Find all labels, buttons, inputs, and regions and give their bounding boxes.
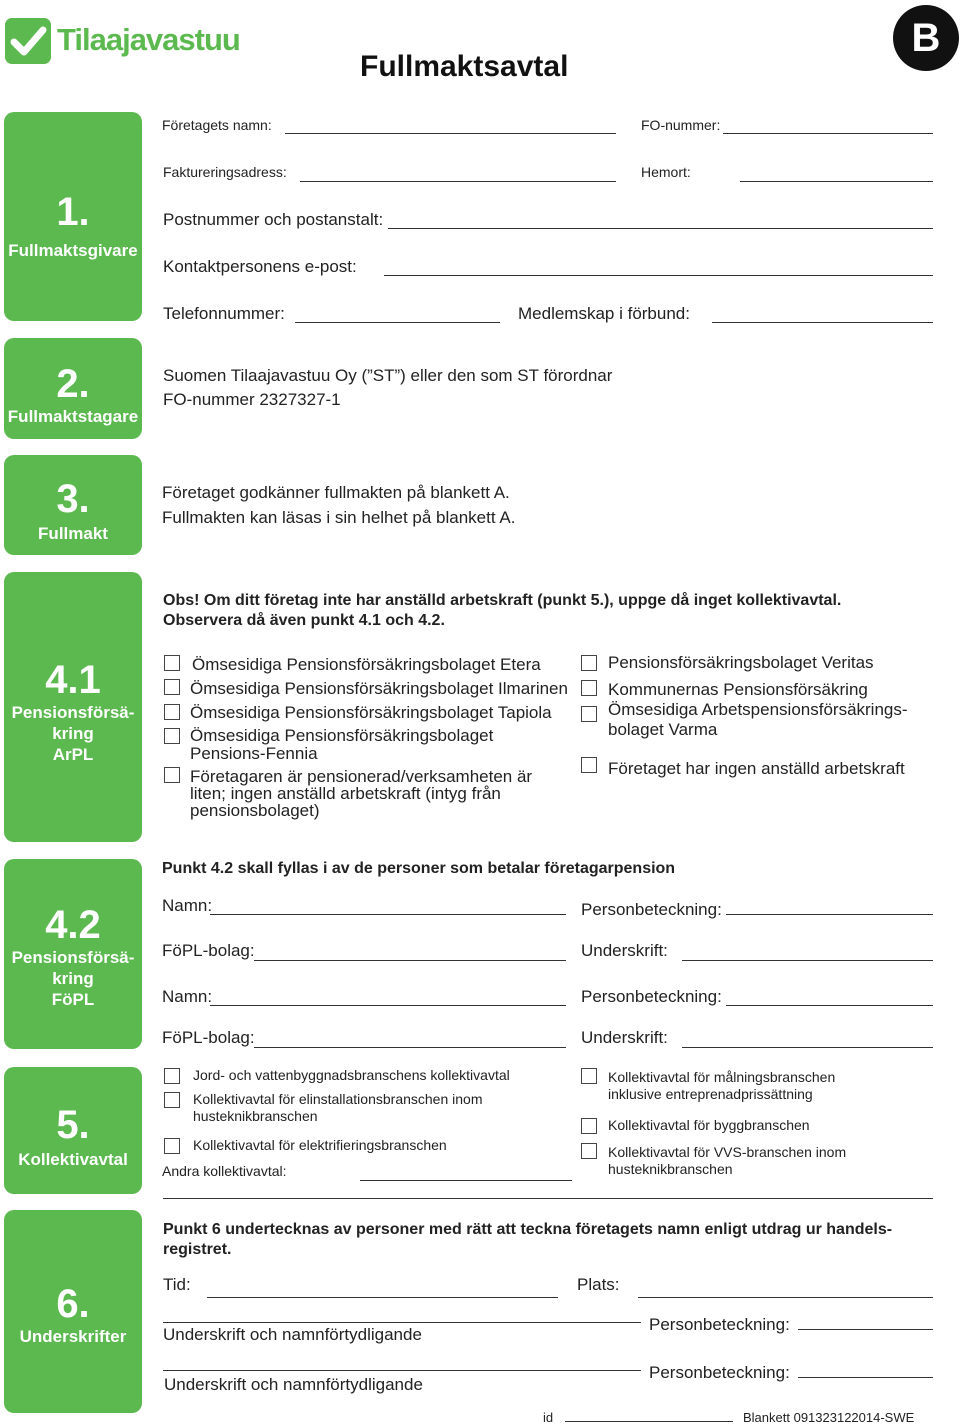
billing-address-field[interactable] — [300, 181, 616, 182]
membership-label: Medlemskap i förbund: — [518, 304, 690, 323]
form-badge — [893, 5, 959, 71]
section-6-label — [4, 1210, 142, 1413]
time-field[interactable] — [207, 1297, 558, 1298]
section-title-line: kring — [52, 724, 94, 743]
ssn-label-1: Personbeteckning: — [581, 900, 722, 919]
option-electrical-installation-line-1: Kollektivavtal för elinstallationsbranschen inom — [193, 1091, 483, 1107]
authority-line-1: Företaget godkänner fullmakten på blankett A. — [162, 483, 510, 502]
agent-line-2: FO-nummer 2327327-1 — [163, 390, 341, 409]
checkbox-no-employees[interactable] — [581, 757, 597, 773]
option-tapiola: Ömsesidiga Pensionsförsäkringsbolaget Tapiola — [190, 703, 552, 722]
section-4-1-label — [4, 572, 142, 842]
home-label: Hemort: — [641, 164, 691, 180]
other-agreements-field[interactable] — [360, 1180, 572, 1181]
section-6-heading-line-2: registret. — [163, 1241, 232, 1258]
section-title: Kollektivavtal — [18, 1150, 128, 1169]
place-label: Plats: — [577, 1275, 620, 1294]
fopl-company-field-1[interactable] — [254, 960, 566, 961]
ssn-field-1[interactable] — [726, 914, 933, 915]
checkbox-tapiola[interactable] — [164, 704, 180, 720]
form-number: Blankett 091323122014-SWE — [743, 1410, 915, 1425]
fo-number-field[interactable] — [723, 133, 933, 134]
id-label: id — [543, 1410, 554, 1425]
section-number: 3. — [56, 477, 90, 521]
fo-number-label: FO-nummer: — [641, 117, 721, 133]
option-retired-line-3: pensionsbolaget) — [190, 801, 320, 820]
checkbox-electrification[interactable] — [164, 1138, 180, 1154]
option-painting-line-2: inklusive entreprenadprissättning — [608, 1086, 813, 1102]
form-badge-letter: B — [911, 16, 941, 60]
section-number: 6. — [56, 1282, 90, 1326]
fopl-company-label-1: FöPL-bolag: — [162, 941, 255, 960]
section-title: Fullmaktstagare — [7, 407, 139, 426]
postal-field[interactable] — [388, 228, 933, 229]
email-label: Kontaktpersonens e-post: — [163, 257, 357, 276]
postal-label: Postnummer och postanstalt: — [163, 210, 384, 229]
checkbox-varma[interactable] — [581, 706, 597, 722]
option-retired-line-2: liten; ingen anställd arbetskraft (intyg från — [190, 784, 501, 803]
ssn-field-b[interactable] — [798, 1377, 933, 1378]
option-varma-line-1: Ömsesidiga Arbetspensionsförsäkrings- — [608, 700, 908, 719]
option-hvac-line-1: Kollektivavtal för VVS-branschen inom — [608, 1144, 847, 1160]
signature-label-1: Underskrift: — [581, 941, 668, 960]
place-field[interactable] — [638, 1297, 933, 1298]
signature-field-a[interactable] — [163, 1322, 641, 1323]
authority-line-2: Fullmakten kan läsas i sin helhet på blankett A. — [162, 508, 516, 527]
checkbox-fennia[interactable] — [164, 728, 180, 744]
section-title: Underskrifter — [19, 1327, 127, 1346]
signature-label-2: Underskrift: — [581, 1028, 668, 1047]
section-title-line: kring — [52, 969, 94, 988]
notice-line-1: Obs! Om ditt företag inte har anställd arbetskraft (punkt 5.), uppge då inget kollektivavtal. — [163, 592, 842, 609]
section-number: 1. — [56, 190, 90, 234]
section-5-label — [4, 1067, 142, 1194]
time-label: Tid: — [163, 1275, 191, 1294]
name-field-2[interactable] — [210, 1005, 566, 1006]
option-kommunernas: Kommunernas Pensionsförsäkring — [608, 680, 868, 699]
checkbox-civil-engineering[interactable] — [164, 1068, 180, 1084]
checkmark-logo-icon — [5, 18, 51, 64]
id-field[interactable] — [565, 1421, 733, 1422]
ssn-label-b: Personbeteckning: — [649, 1363, 790, 1382]
section-title: Fullmakt — [38, 524, 108, 543]
checkbox-hvac[interactable] — [581, 1143, 597, 1159]
section-number: 2. — [56, 362, 90, 406]
name-label-1: Namn: — [162, 896, 213, 915]
section-4-2-label — [4, 859, 142, 1049]
billing-address-label: Faktureringsadress: — [163, 164, 287, 180]
home-field[interactable] — [740, 181, 933, 182]
section-6-heading-line-1: Punkt 6 undertecknas av personer med rätt att teckna företagets namn enligt utdrag ur handels- — [163, 1221, 893, 1238]
signature-field-1[interactable] — [682, 960, 933, 961]
other-agreements-label: Andra kollektivavtal: — [162, 1163, 287, 1179]
section-number: 4.2 — [45, 903, 101, 947]
section-title-line: ArPL — [52, 745, 94, 764]
page-title: Fullmaktsavtal — [360, 50, 569, 83]
section-title: Fullmaktsgivare — [8, 241, 138, 260]
ssn-field-a[interactable] — [798, 1329, 933, 1330]
logo-text: Tilaajavastuu — [57, 22, 240, 57]
checkbox-etera[interactable] — [164, 655, 180, 671]
section-title-line: Pensionsförsä- — [11, 948, 135, 967]
option-no-employees: Företaget har ingen anställd arbetskraft — [608, 759, 905, 778]
signature-label-a: Underskrift och namnförtydligande — [163, 1325, 422, 1344]
fopl-company-field-2[interactable] — [254, 1047, 566, 1048]
checkbox-kommunernas[interactable] — [581, 680, 597, 696]
section-1-label — [4, 112, 142, 321]
option-veritas: Pensionsförsäkringsbolaget Veritas — [608, 653, 874, 672]
signature-label-b: Underskrift och namnförtydligande — [164, 1375, 423, 1394]
option-painting-line-1: Kollektivavtal för målningsbranschen — [608, 1069, 836, 1085]
option-hvac-line-2: husteknikbranschen — [608, 1161, 733, 1177]
name-label-2: Namn: — [162, 987, 213, 1006]
checkbox-ilmarinen[interactable] — [164, 679, 180, 695]
email-field[interactable] — [384, 275, 933, 276]
section-3-label — [4, 455, 142, 555]
checkbox-electrical-installation[interactable] — [164, 1092, 180, 1108]
option-ilmarinen: Ömsesidiga Pensionsförsäkringsbolaget Ilmarinen — [190, 679, 568, 698]
other-agreements-line-2[interactable] — [163, 1198, 933, 1199]
name-field-1[interactable] — [210, 914, 566, 915]
option-civil-engineering: Jord- och vattenbyggnadsbranschens kollektivavtal — [193, 1067, 510, 1083]
section-2-label — [4, 338, 142, 439]
checkbox-painting[interactable] — [581, 1068, 597, 1084]
fopl-company-label-2: FöPL-bolag: — [162, 1028, 255, 1047]
notice-line-2: Observera då även punkt 4.1 och 4.2. — [163, 612, 445, 629]
option-electrical-installation-line-2: husteknikbranschen — [193, 1108, 318, 1124]
option-varma-line-2: bolaget Varma — [608, 720, 718, 739]
option-fennia-line-1: Ömsesidiga Pensionsförsäkringsbolaget — [190, 726, 494, 745]
option-electrification: Kollektivavtal för elektrifieringsbranschen — [193, 1137, 447, 1153]
ssn-label-a: Personbeteckning: — [649, 1315, 790, 1334]
company-name-field[interactable] — [285, 133, 616, 134]
membership-field[interactable] — [712, 322, 933, 323]
company-name-label: Företagets namn: — [162, 117, 272, 133]
option-etera: Ömsesidiga Pensionsförsäkringsbolaget Etera — [192, 655, 541, 674]
logo — [5, 18, 255, 68]
section-title-line: Pensionsförsä- — [11, 703, 135, 722]
signature-field-b[interactable] — [163, 1370, 641, 1371]
option-fennia-line-2: Pensions-Fennia — [190, 744, 318, 763]
section-title-line: FöPL — [51, 990, 95, 1009]
section-number: 5. — [56, 1103, 90, 1147]
signature-field-2[interactable] — [682, 1047, 933, 1048]
option-retired-line-1: Företagaren är pensionerad/verksamheten är — [190, 767, 533, 786]
checkbox-retired[interactable] — [164, 767, 180, 783]
section-4-2-heading: Punkt 4.2 skall fyllas i av de personer som betalar företagarpension — [162, 860, 676, 877]
phone-field[interactable] — [295, 322, 500, 323]
option-construction: Kollektivavtal för byggbranschen — [608, 1117, 810, 1133]
ssn-label-2: Personbeteckning: — [581, 987, 722, 1006]
ssn-field-2[interactable] — [726, 1005, 933, 1006]
agent-line-1: Suomen Tilaajavastuu Oy (”ST”) eller den som ST förordnar — [163, 366, 613, 385]
checkbox-construction[interactable] — [581, 1118, 597, 1134]
phone-label: Telefonnummer: — [163, 304, 285, 323]
checkbox-veritas[interactable] — [581, 655, 597, 671]
section-number: 4.1 — [45, 658, 101, 702]
